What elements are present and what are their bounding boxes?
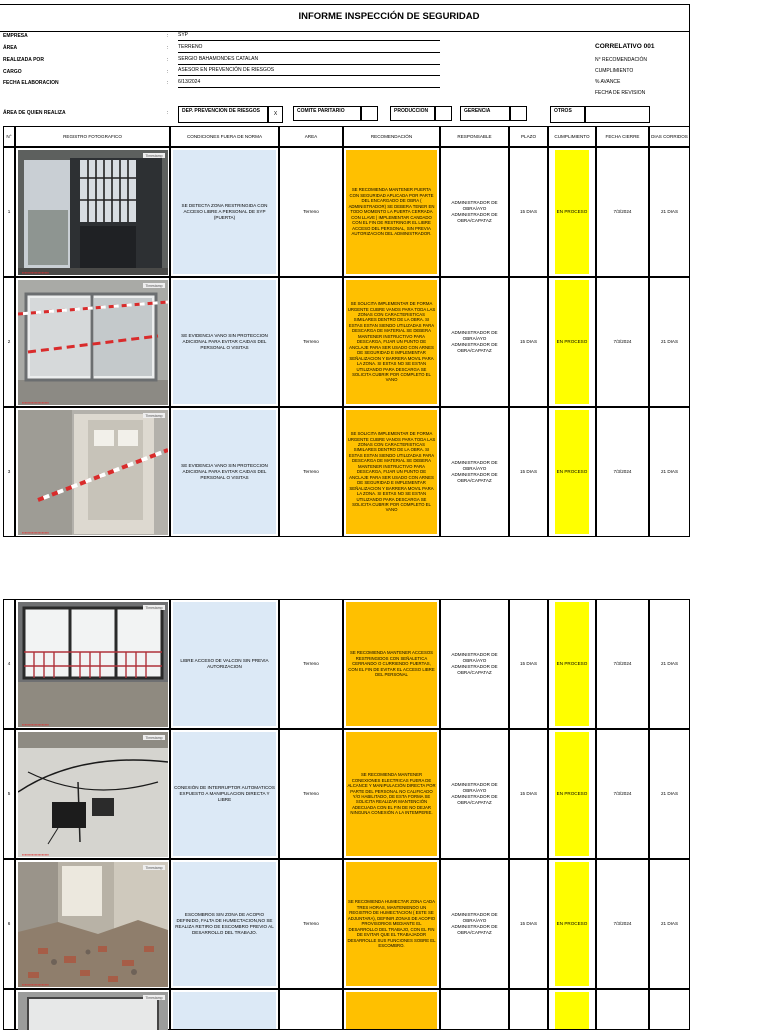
col-plazo-text: 15 DIAS (519, 791, 538, 797)
col-cumplimiento-fill (555, 992, 589, 1029)
col-dias-cell (649, 277, 690, 407)
col-plazo-cell (509, 277, 548, 407)
col-number-text: 6 (7, 921, 11, 927)
col-fecha-cierre-text: 7/3/2024 (613, 661, 632, 667)
right-label-revision: FECHA DE REVISION (595, 90, 646, 96)
col-number-text: 2 (7, 339, 11, 345)
col-responsable-text: ADMINISTRADOR DE OBRA/AYO ADMINISTRADOR DE OBRA/CAPATAZ (451, 330, 498, 353)
col-fecha-cierre-cell (596, 599, 649, 729)
svg-text:▪▪▪▪▪▪▪▪▪▪▪▪▪▪▪▪▪▪▪: ▪▪▪▪▪▪▪▪▪▪▪▪▪▪▪▪▪▪▪ (22, 530, 49, 535)
col-area-text: Terreno (303, 469, 319, 475)
header-col-photo: REGISTRO FOTOGRAFICO (15, 126, 170, 147)
col-number-cell (3, 859, 15, 989)
col-dias-cell (649, 859, 690, 989)
right-label-cumplimiento: CUMPLIMIENTO (595, 68, 634, 74)
debris-photo (18, 862, 168, 987)
col-cumplimiento-cell (548, 277, 596, 407)
col-fecha-cierre-cell (596, 859, 649, 989)
col-plazo-text: 15 DIAS (519, 209, 538, 215)
col-condicion-text: ESCOMBROS SIN ZONA DE ACOPIO DEFINIDO, FALTA DE HUMECTACION,NO SE REALIZA RETIRO DE ESCOMBRO PREVIO AL DESARROLLO DEL TRABAJO. (175, 912, 274, 935)
col-plazo-cell (509, 859, 548, 989)
right-label-recomendacion: N° RECOMENDACIÓN (595, 57, 648, 63)
field-value-area: TERRENO (178, 43, 440, 53)
col-photo-cell (15, 729, 170, 859)
col-cumplimiento-text: EN PROCESO (556, 661, 588, 667)
col-number-cell (3, 729, 15, 859)
field-label-empresa: EMPRESA (3, 33, 28, 39)
field-label-realizada: REALIZADA POR (3, 57, 44, 63)
header-col-condicion: CONDICIONES FUERA DE NORMA (170, 126, 279, 147)
col-condicion-text: SE EVIDENCIA VANO SIN PROTECCION ADICIONAL PARA EVITAR CAIDAS DEL PERSONAL O VISITAS (181, 463, 268, 480)
col-area-text: Terreno (303, 339, 319, 345)
col-condicion-cell (170, 729, 279, 859)
col-photo-cell (15, 859, 170, 989)
svg-text:Timestamp: Timestamp (145, 154, 163, 158)
col-recomendacion-text: SE SOLICITA IMPLEMENTAR DE FORMA URGENTE CUBRE VANOS PARA TODA LAS ZONAS CON CARACTERISTICAS SIMILARES DENTRO DE LA OBRA. SI ESTAS ESTAN SIENDO UTILIZADAS PARA DESCARGA DE MATERIAL SE DEBERA MANTENER INSTRUCTIVO PARA DESCARGA, FIJAR UN PUNTO DE ANCLAJE PARA SER USADO CON ARNES DE SEGURIDAD E IMPLEMENTAR SEÑALIZACION Y BARRERA MOVIL PARA LA ZONA. SI ESTAS NO SE ESTAN UTILIZANDO PARA DESCARGA SE SOLICITA CUBRIR POR COMPLETO EL VANO (347, 301, 436, 383)
col-responsable-cell (440, 147, 509, 277)
x-mark-icon: X (273, 111, 278, 118)
col-fecha-cierre-text: 7/3/2024 (613, 469, 632, 475)
svg-text:Timestamp: Timestamp (145, 414, 163, 418)
svg-text:Timestamp: Timestamp (145, 996, 163, 1000)
col-cumplimiento-cell (548, 407, 596, 537)
header-col-area: AREA (279, 126, 343, 147)
correlativo: CORRELATIVO 001 (595, 43, 655, 50)
svg-text:Timestamp: Timestamp (145, 866, 163, 870)
svg-text:Timestamp: Timestamp (145, 606, 163, 610)
col-area-text: Terreno (303, 661, 319, 667)
svg-text:▪▪▪▪▪▪▪▪▪▪▪▪▪▪▪▪▪▪▪: ▪▪▪▪▪▪▪▪▪▪▪▪▪▪▪▪▪▪▪ (22, 852, 49, 857)
col-recomendacion-text: SE RECOMIENDA HUMECTAR ZONA CADA TRES HORAS, MANTENIENDO UN REGISTRO DE HUMECTACION ( ESTE SE ADJUNTARA), DEFINIR ZONAS DE ACOPIO PROVISORIOS MEDIANTE EL DESARROLLO DEL TRABAJO, CON EL FIN DE EVITAR QUE EL TRABAJADOR DESARROLLE SUS FUNCIONES SOBRE EL ESCOMBRO. (347, 899, 436, 949)
col-dias-cell (649, 147, 690, 277)
col-cumplimiento-text: EN PROCESO (556, 209, 588, 215)
area-comite-label: COMITE PARITARIO (297, 108, 345, 114)
col-condicion-cell (170, 407, 279, 537)
area-comite-box[interactable] (293, 106, 361, 121)
col-dias-text: 21 DIAS (660, 921, 679, 927)
area-dep-box[interactable] (178, 106, 268, 123)
col-area-cell (279, 277, 343, 407)
col-plazo-cell (509, 599, 548, 729)
col-cumplimiento-cell (548, 859, 596, 989)
col-photo-cell (15, 407, 170, 537)
col-recomendacion-cell (343, 407, 440, 537)
header-col-dias: DIAS CORRIDOS (649, 126, 690, 147)
col-recomendacion-cell (343, 599, 440, 729)
header-col-responsable: RESPONSABLE (440, 126, 509, 147)
header-col-plazo: PLAZO (509, 126, 548, 147)
col-responsable-text: ADMINISTRADOR DE OBRA/AYO ADMINISTRADOR DE OBRA/CAPATAZ (451, 782, 498, 805)
col-dias-text: 21 DIAS (660, 791, 679, 797)
header-col-cumplimiento: CUMPLIMIENTO (548, 126, 596, 147)
col-number-cell (3, 147, 15, 277)
balcony-photo (18, 602, 168, 727)
col-fecha-cierre-cell (596, 277, 649, 407)
col-condicion-text: SE EVIDENCIA VANO SIN PROTECCION ADICIONAL PARA EVITAR CAIDAS DEL PERSONAL O VISITAS (181, 333, 268, 350)
svg-text:▪▪▪▪▪▪▪▪▪▪▪▪▪▪▪▪▪▪▪: ▪▪▪▪▪▪▪▪▪▪▪▪▪▪▪▪▪▪▪ (22, 722, 49, 727)
col-number-cell (3, 277, 15, 407)
col-number-cell (3, 407, 15, 537)
col-responsable-cell (440, 277, 509, 407)
svg-text:▪▪▪▪▪▪▪▪▪▪▪▪▪▪▪▪▪▪▪: ▪▪▪▪▪▪▪▪▪▪▪▪▪▪▪▪▪▪▪ (22, 400, 49, 405)
col-cumplimiento-cell (548, 147, 596, 277)
col-responsable-text: ADMINISTRADOR DE OBRA/AYO ADMINISTRADOR DE OBRA/CAPATAZ (451, 200, 498, 223)
col-number-cell (3, 599, 15, 729)
col-cumplimiento-text: EN PROCESO (556, 339, 588, 345)
col-area-text: Terreno (303, 921, 319, 927)
area-produccion-label: PRODUCCION (394, 108, 429, 114)
opening-tape-photo (18, 410, 168, 535)
svg-text:Timestamp: Timestamp (145, 284, 163, 288)
col-cumplimiento-text: EN PROCESO (556, 469, 588, 475)
col-plazo-text: 15 DIAS (519, 339, 538, 345)
col-responsable-cell (440, 859, 509, 989)
col-area-cell (279, 147, 343, 277)
report-title: INFORME INSPECCIÓN DE SEGURIDAD (298, 10, 480, 22)
col-area-cell (279, 729, 343, 859)
col-dias-text: 21 DIAS (660, 661, 679, 667)
field-value-realizada: SERGIO BAHAMONDES CATALAN (178, 55, 440, 65)
col-dias-text: 21 DIAS (660, 469, 679, 475)
col-recomendacion-text: SE RECOMIENDA MANTENER PUERTA CON SEGURIDAD APLICADA POR PARTE DEL ENCARGADO DE OBRA ( ADMINISTRADOR) SE DEBERA TENER EN TODO MOMENTO LA PUERTA CERRADA CON LLAVE | IMPLEMENTAR CANDADO CON EL FIN DE RESTRINGIR EL LIBRE ACCESO DEL PERSONAL, SIN PREVIA AUTORIZACION DEL ADMINISTRADOR. (348, 187, 435, 237)
area-label: ÁREA DE QUIEN REALIZA (3, 110, 66, 116)
col-plazo-text: 15 DIAS (519, 469, 538, 475)
col-fecha-cierre-cell (596, 407, 649, 537)
col-responsable-cell (440, 729, 509, 859)
breaker-photo (18, 732, 168, 857)
col-fecha-cierre-text: 7/3/2024 (613, 791, 632, 797)
field-label-cargo: CARGO (3, 69, 22, 75)
window-tape-photo (18, 280, 168, 405)
col-recomendacion-fill (346, 992, 437, 1029)
area-dep-label: DEP. PREVENCION DE RIESGOS (182, 108, 260, 114)
col-photo-cell (15, 147, 170, 277)
col-number-text: 5 (7, 791, 11, 797)
col-responsable-cell (440, 407, 509, 537)
area-otros-box[interactable] (550, 106, 585, 123)
area-produccion-box[interactable] (390, 106, 435, 121)
col-area-cell (279, 407, 343, 537)
col-area-cell (279, 599, 343, 729)
col-recomendacion-cell (343, 147, 440, 277)
col-area-cell (279, 859, 343, 989)
col-condicion-text: SE DETECTA ZONA RESTRINGIDA CON ACCESO LIBRE A PERSONAL DE SYP (PUERTA) (181, 203, 268, 220)
col-photo-cell (15, 277, 170, 407)
col-dias-cell (649, 599, 690, 729)
col-condicion-text: CONEXIÓN DE INTERRUPTOR AUTOMATICOS EXPUESTO A MANIPULACION DIRECTA Y LIBRE (174, 785, 275, 802)
col-responsable-text: ADMINISTRADOR DE OBRA/AYO ADMINISTRADOR DE OBRA/CAPATAZ (451, 912, 498, 935)
header-col-number: N° (3, 126, 15, 147)
col-plazo-text: 15 DIAS (519, 921, 538, 927)
col-cumplimiento-text: EN PROCESO (556, 791, 588, 797)
field-label-fecha: FECHA ELABORACION (3, 80, 59, 86)
col-dias-cell (649, 407, 690, 537)
col-condicion-fill (173, 992, 276, 1029)
col-recomendacion-text: SE SOLICITA IMPLEMENTAR DE FORMA URGENTE CUBRE VANOS PARA TODA LAS ZONAS CON CARACTERISTICAS SIMILARES DENTRO DE LA OBRA. SI ESTAS ESTAN SIENDO UTILIZADAS PARA DESCARGA DE MATERIAL SE DEBERA MANTENER INSTRUCTIVO PARA DESCARGA, FIJAR UN PUNTO DE ANCLAJE PARA SER USADO CON ARNES DE SEGURIDAD E IMPLEMENTAR SEÑALIZACION Y BARRERA MOVIL PARA LA ZONA. SI ESTAS NO SE ESTAN UTILIZANDO PARA DESCARGA SE SOLICITA CUBRIR POR COMPLETO EL VANO (347, 431, 436, 513)
col-condicion-cell (170, 277, 279, 407)
partial-photo (18, 992, 168, 1030)
area-gerencia-check[interactable] (510, 106, 527, 121)
header-col-recomendacion: RECOMENDACIÓN (343, 126, 440, 147)
col-area-text: Terreno (303, 791, 319, 797)
col-recomendacion-cell (343, 729, 440, 859)
header-col-fecha-cierre: FECHA CIERRE (596, 126, 649, 147)
col-responsable-text: ADMINISTRADOR DE OBRA/AYO ADMINISTRADOR DE OBRA/CAPATAZ (451, 652, 498, 675)
right-label-avance: % AVANCE (595, 79, 621, 85)
col-plazo-text: 15 DIAS (519, 661, 538, 667)
svg-text:▪▪▪▪▪▪▪▪▪▪▪▪▪▪▪▪▪▪▪: ▪▪▪▪▪▪▪▪▪▪▪▪▪▪▪▪▪▪▪ (22, 982, 49, 987)
area-otros-field[interactable] (585, 106, 650, 123)
field-value-empresa: SYP (178, 31, 440, 41)
col-dias-text: 21 DIAS (660, 339, 679, 345)
col-fecha-cierre-text: 7/3/2024 (613, 339, 632, 345)
field-value-fecha: 6/13/2024 (178, 78, 440, 88)
col-cumplimiento-text: EN PROCESO (556, 921, 588, 927)
col-fecha-cierre-text: 7/3/2024 (613, 209, 632, 215)
col-recomendacion-cell (343, 859, 440, 989)
col-plazo-cell (509, 407, 548, 537)
col-number-text: 4 (7, 661, 11, 667)
col-area-text: Terreno (303, 209, 319, 215)
col-condicion-cell (170, 859, 279, 989)
col-fecha-cierre-cell (596, 729, 649, 859)
area-dep-check[interactable] (268, 106, 283, 123)
col-plazo-cell (509, 147, 548, 277)
col-fecha-cierre-text: 7/3/2024 (613, 921, 632, 927)
field-label-area: ÁREA (3, 45, 18, 51)
col-condicion-cell (170, 147, 279, 277)
field-value-cargo: ASESOR EN PREVENCIÓN DE RIESGOS (178, 66, 440, 76)
col-plazo-cell (509, 729, 548, 859)
area-produccion-check[interactable] (435, 106, 452, 121)
col-recomendacion-text: SE RECOMIENDA MANTENER ACCESOS RESTRINGIDOS CON SEÑALETICA CERRANDO O CURRIENDO PUERTAS, CON EL FIN DE EVITAR EL ACCESO LIBRE DEL PERSONAL (348, 650, 435, 678)
col-number-text: 3 (7, 469, 11, 475)
col-fecha-cierre-cell (596, 147, 649, 277)
col-condicion-text: LIBRE ACCESO DE VALCON SIN PREVIA AUTORIZACION (180, 658, 269, 669)
col-dias-text: 21 DIAS (660, 209, 679, 215)
area-gerencia-box[interactable] (460, 106, 510, 121)
col-recomendacion-text: SE RECOMIENDA MANTENER CONEXIONES ELECTRICAS FUERA DE ALCANCE Y MANIPULACIÓN DIRECTA POR PARTE DEL PERSONAL NO CALIFICADO Y/O HABILITADO, DE ESTA FORMA SE SOLICITA REALIZAR MANTENCIÓN ADECUADA CON EL FIN DE NO DEJAR NINGUNA CONEXIÓN A LA INTEMPERIE. (347, 772, 436, 816)
door-photo (18, 150, 168, 275)
area-otros-label: OTROS (554, 108, 572, 114)
col-photo-cell (15, 599, 170, 729)
col-cumplimiento-cell (548, 599, 596, 729)
col-responsable-cell (440, 599, 509, 729)
svg-text:Timestamp: Timestamp (145, 736, 163, 740)
col-dias-cell (649, 729, 690, 859)
col-number-text: 1 (7, 209, 11, 215)
col-recomendacion-cell (343, 277, 440, 407)
area-gerencia-label: GERENCIA (464, 108, 491, 114)
svg-text:▪▪▪▪▪▪▪▪▪▪▪▪▪▪▪▪▪▪▪: ▪▪▪▪▪▪▪▪▪▪▪▪▪▪▪▪▪▪▪ (22, 270, 49, 275)
col-responsable-text: ADMINISTRADOR DE OBRA/AYO ADMINISTRADOR DE OBRA/CAPATAZ (451, 460, 498, 483)
col-cumplimiento-cell (548, 729, 596, 859)
area-comite-check[interactable] (361, 106, 378, 121)
col-condicion-cell (170, 599, 279, 729)
